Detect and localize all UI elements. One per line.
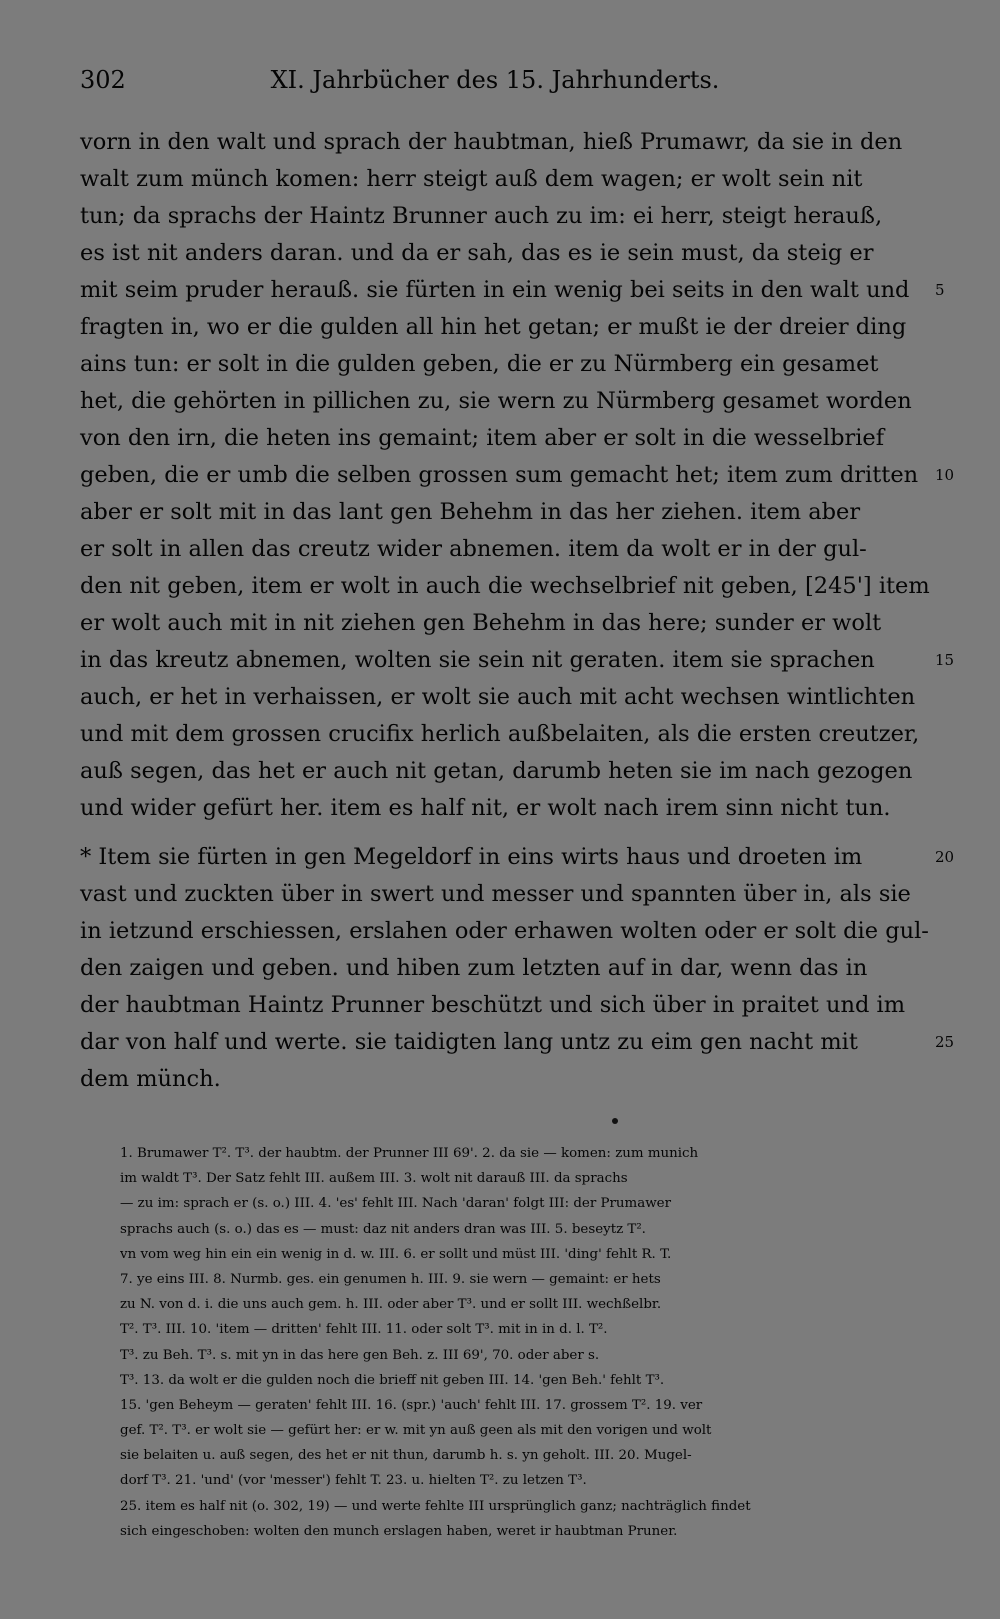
main-text <box>80 124 955 1098</box>
text-line: und wider gefürt her. item es half nit, er wolt nach irem sinn nicht tun. <box>80 795 891 821</box>
text-line: und mit dem grossen crucifix herlich außbelaiten, als die ersten creutzer, <box>80 721 920 747</box>
text-line: vorn in den walt und sprach der haubtman, hieß Prumawr, da sie in den <box>80 129 903 155</box>
text-line: den nit geben, item er wolt in auch die wechselbrief nit geben, [245'] item <box>80 573 930 599</box>
text-line: aber er solt mit in das lant gen Behehm in das her ziehen. item aber <box>80 499 861 525</box>
text-line: dem münch. <box>80 1066 221 1092</box>
footnote-line: T³. 13. da wolt er die gulden noch die brieff nit geben III. 14. 'gen Beh.' fehlt T³. <box>120 1372 665 1388</box>
text-line: von den irn, die heten ins gemaint; item aber er solt in die wesselbrief <box>80 425 885 451</box>
text-line: tun; da sprachs der Haintz Brunner auch zu im: ei herr, steigt herauß, <box>80 203 883 229</box>
line-number: 5 <box>935 281 945 299</box>
footnote-line: vn vom weg hin ein ein wenig in d. w. III. 6. er sollt und müst III. 'ding' fehlt R. T. <box>120 1246 672 1262</box>
text-line <box>80 272 945 309</box>
footnote-line: T³. zu Beh. T³. s. mit yn in das here gen Beh. z. III 69', 70. oder aber s. <box>120 1347 600 1363</box>
text-line: es ist nit anders daran. und da er sah, das es ie sein must, da steig er <box>80 240 874 266</box>
text-line: er wolt auch mit in nit ziehen gen Behehm in das here; sunder er wolt <box>80 610 882 636</box>
text-line-content: mit seim pruder herauß. sie fürten in ein wenig bei seits in den walt und <box>80 277 910 303</box>
scan-speck <box>612 1118 618 1124</box>
footnote-line: sprachs auch (s. o.) das es — must: daz nit anders dran was III. 5. beseytz T². <box>120 1221 646 1237</box>
line-number: 10 <box>935 466 955 484</box>
footnotes <box>120 1141 920 1544</box>
text-line-content: dar von half und werte. sie taidigten lang untz zu eim gen nacht mit <box>80 1029 858 1055</box>
text-line <box>80 457 955 494</box>
text-line-content: geben, die er umb die selben grossen sum gemacht het; item zum dritten <box>80 462 919 488</box>
text-line: ains tun: er solt in die gulden geben, die er zu Nürmberg ein gesamet <box>80 351 879 377</box>
text-line: het, die gehörten in pillichen zu, sie wern zu Nürmberg gesamet worden <box>80 388 912 414</box>
text-line <box>80 642 955 679</box>
footnote-line: 25. item es half nit (o. 302, 19) — und werte fehlte III ursprünglich ganz; nachträglich findet <box>120 1498 751 1514</box>
footnote-line: 15. 'gen Beheym — geraten' fehlt III. 16. (spr.) 'auch' fehlt III. 17. grossem T². 19. ver <box>120 1397 703 1413</box>
footnote-line: T². T³. III. 10. 'item — dritten' fehlt III. 11. oder solt T³. mit in in d. l. T². <box>120 1322 608 1338</box>
page-number: 302 <box>80 66 126 94</box>
text-line <box>80 1024 955 1061</box>
text-line-content: * Item sie fürten in gen Megeldorf in eins wirts haus und droeten im <box>80 844 863 870</box>
line-number: 20 <box>935 848 955 866</box>
footnote-line: sie belaiten u. auß segen, des het er nit thun, darumb h. s. yn geholt. III. 20. Mugel- <box>120 1448 692 1464</box>
line-number: 25 <box>935 1033 955 1051</box>
footnote-line: gef. T². T³. er wolt sie — gefürt her: er w. mit yn auß geen als mit den vorigen und wolt <box>120 1423 712 1439</box>
paragraph-gap <box>80 827 920 839</box>
text-line: auch, er het in verhaissen, er wolt sie auch mit acht wechsen wintlichten <box>80 684 916 710</box>
footnote-line: dorf T³. 21. 'und' (vor 'messer') fehlt T. 23. u. hielten T². zu letzen T³. <box>120 1473 587 1489</box>
text-line-content: in das kreutz abnemen, wolten sie sein nit geraten. item sie sprachen <box>80 647 875 673</box>
text-line: auß segen, das het er auch nit getan, darumb heten sie im nach gezogen <box>80 758 913 784</box>
text-line: vast und zuckten über in swert und messer und spannten über in, als sie <box>80 881 911 907</box>
footnote-line: im waldt T³. Der Satz fehlt III. außem III. 3. wolt nit darauß III. da sprachs <box>120 1171 628 1187</box>
text-line: fragten in, wo er die gulden all hin het getan; er mußt ie der dreier ding <box>80 314 907 340</box>
text-line: der haubtman Haintz Prunner beschützt und sich über in praitet und im <box>80 992 906 1018</box>
text-line: walt zum münch komen: herr steigt auß dem wagen; er wolt sein nit <box>80 166 863 192</box>
footnote-line: 1. Brumawer T². T³. der haubtm. der Prunner III 69'. 2. da sie — komen: zum munich <box>120 1146 699 1161</box>
page-header <box>80 66 910 106</box>
footnote-line: 7. ye eins III. 8. Nurmb. ges. ein genumen h. III. 9. sie wern — gemaint: er hets <box>120 1271 661 1287</box>
text-line: er solt in allen das creutz wider abnemen. item da wolt er in der gul- <box>80 536 867 562</box>
text-line <box>80 839 955 876</box>
text-line: den zaigen und geben. und hiben zum letzten auf in dar, wenn das in <box>80 955 868 981</box>
running-title: XI. Jahrbücher des 15. Jahrhunderts. <box>270 66 720 94</box>
footnote-line: sich eingeschoben: wolten den munch erslagen haben, weret ir haubtman Pruner. <box>120 1523 678 1539</box>
text-line: in ietzund erschiessen, erslahen oder erhawen wolten oder er solt die gul- <box>80 918 929 944</box>
footnote-line: — zu im: sprach er (s. o.) III. 4. 'es' fehlt III. Nach 'daran' folgt III: der Prumawer <box>120 1196 671 1212</box>
line-number: 15 <box>935 651 955 669</box>
footnote-line: zu N. von d. i. die uns auch gem. h. III. oder aber T³. und er sollt III. wechßelbr. <box>120 1297 662 1313</box>
